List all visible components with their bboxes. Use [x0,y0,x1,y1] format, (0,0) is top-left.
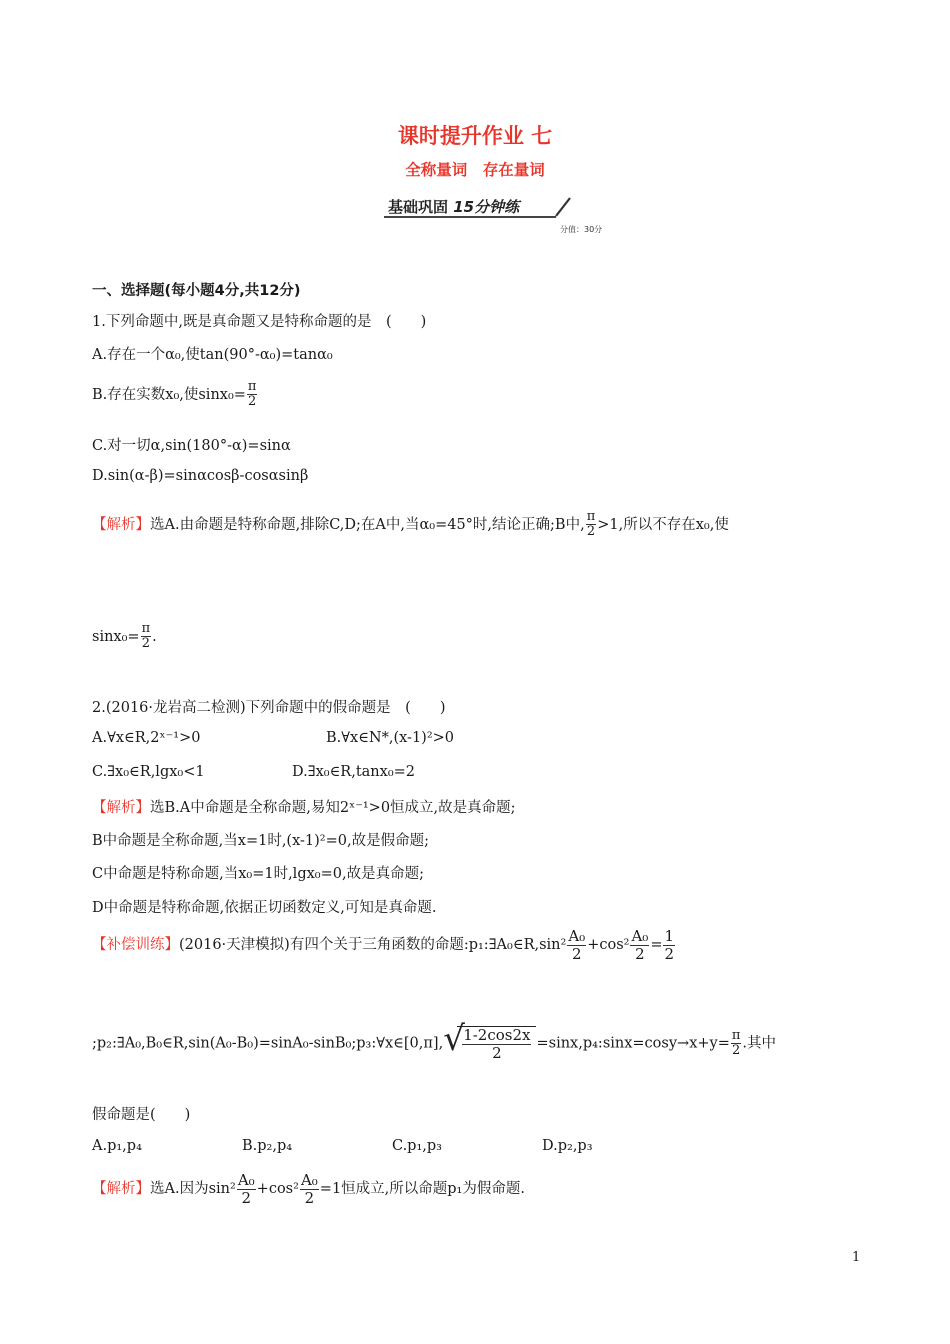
fraction: $\frac{\text{A₀}}{2}$ [237,1171,255,1207]
q1-analysis: 【解析】选A.由命题是特称命题,排除C,D;在A中,当α₀=45°时,结论正确;B中, $\frac{\pi}{2}$ >1,所以不存在x₀,使 [92,509,729,540]
q1-analysis-cont: sinx₀= $\frac{\pi}{2}$ . [92,621,157,652]
supp-option-c: C.p₁,p₃ [392,1138,442,1154]
supp-option-a: A.p₁,p₄ [92,1138,142,1154]
q2-option-a: A.∀x∈R,2ˣ⁻¹>0 [92,730,201,746]
supp-option-b: B.p₂,p₄ [242,1138,293,1154]
q1-stem: 1.下列命题中,既是真命题又是特称命题的是 ( ) [92,314,427,330]
q2-analysis: 【解析】选B.A中命题是全称命题,易知2ˣ⁻¹>0恒成立,故是真命题; [92,800,516,816]
q2-option-c: C.∃x₀∈R,lgx₀<1 [92,764,205,780]
fraction: $\frac{\text{A₀}}{2}$ [568,927,586,963]
q2-analysis-c: C中命题是特称命题,当x₀=1时,lgx₀=0,故是真命题; [92,866,424,882]
supp-line2: ;p₂:∃A₀,B₀∈R,sin(A₀-B₀)=sinA₀-sinB₀;p₃:∀x∈[0,π], √ $\frac{1-2\cos 2x}{2}$ =sinx,p₄:sinx=cosy→x+y= $\frac{\pi}{2}$ .其中 [92,1019,777,1062]
page-number: 1 [852,1250,861,1265]
section-heading: 一、选择题(每小题4分,共12分) [92,283,301,299]
q2-option-b: B.∀x∈N*,(x-1)²>0 [326,730,455,746]
supp-tag: 【补偿训练】 [92,937,179,953]
banner-label: 基础巩固 [388,198,449,216]
analysis-tag: 【解析】 [92,1181,150,1197]
score-label: 分值：30分 [560,225,603,234]
fraction: $\frac{\text{A₀}}{2}$ [300,1171,318,1207]
analysis-tag: 【解析】 [92,516,150,533]
fraction: $\frac{\pi}{2}$ [141,621,151,652]
analysis-tag: 【解析】 [92,800,150,816]
q1-option-a: A.存在一个α₀,使tan(90°-α₀)=tanα₀ [92,347,333,363]
q1-option-b-text: B.存在实数x₀,使sinx₀= [92,386,246,403]
q1-option-c: C.对一切α,sin(180°-α)=sinα [92,438,291,454]
supp-line3: 假命题是( ) [92,1107,191,1123]
q1-option-d: D.sin(α-β)=sinαcosβ-cosαsinβ [92,468,309,484]
page-title: 课时提升作业 七 [397,124,553,148]
supp-option-d: D.p₂,p₃ [542,1138,593,1154]
pen-icon [554,196,572,218]
fraction: $\frac{\text{A₀}}{2}$ [631,927,649,963]
fraction: $\frac{\pi}{2}$ [247,379,257,410]
q2-stem: 2.(2016·龙岩高二检测)下列命题中的假命题是 ( ) [92,700,446,716]
fraction: $\frac{1}{2}$ [664,927,675,963]
q2-analysis-d: D中命题是特称命题,依据正切函数定义,可知是真命题. [92,900,437,916]
section-banner [384,194,574,220]
q2-option-d: D.∃x₀∈R,tanx₀=2 [292,764,416,780]
fraction: $\frac{\pi}{2}$ [586,509,596,540]
supp-analysis: 【解析】选A.因为sin² $\frac{\text{A₀}}{2}$ +cos² $\frac{\text{A₀}}{2}$ =1恒成立,所以命题p₁为假命题. [92,1171,525,1207]
banner-time: 15分钟练 [453,198,520,216]
supp-line1: 【补偿训练】(2016·天津模拟)有四个关于三角函数的命题:p₁:∃A₀∈R,sin² $\frac{\text{A₀}}{2}$ +cos² $\frac{\text{A₀}}{2}$ = $\frac{1}{2}$ [92,927,675,963]
q1-option-b [92,380,258,410]
fraction: $\frac{\pi}{2}$ [731,1027,741,1058]
q2-analysis-b: B中命题是全称命题,当x=1时,(x-1)²=0,故是假命题; [92,833,429,849]
page-subtitle: 全称量词 存在量词 [405,161,545,179]
sqrt-expression: √ $\frac{1-2\cos 2x}{2}$ [443,1026,536,1061]
